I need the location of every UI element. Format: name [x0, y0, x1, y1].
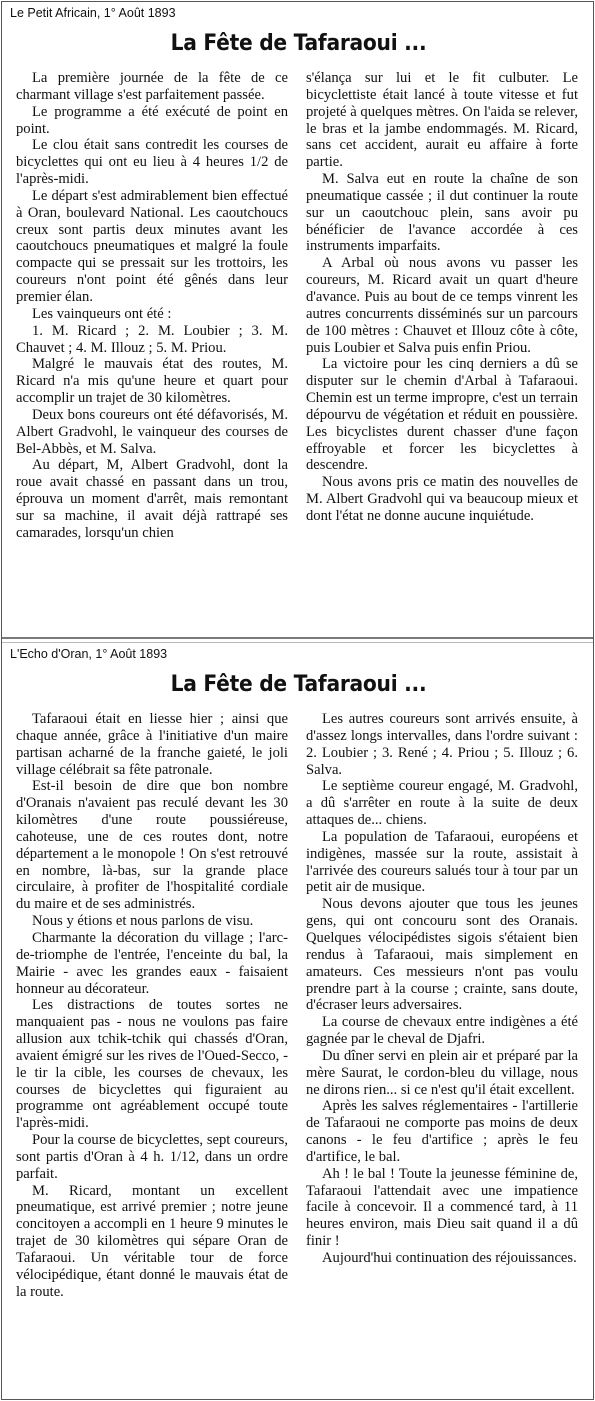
article-columns: [2, 711, 594, 1399]
paragraph: Au départ, M, Albert Gradvohl, dont la roue avait chassé en passant dans un trou, éprouva un moment d'arrêt, mais remontant sur sa machine, il avait déjà rattrapé ses camarades, lorsqu'un chien: [16, 457, 288, 541]
paragraph: Tafaraoui était en liesse hier ; ainsi que chaque année, grâce à l'initiative d'un maire partisan acharné de la franche gaieté, le joli village célébrait sa fête patronale.: [16, 711, 288, 778]
paragraph: 1. M. Ricard ; 2. M. Loubier ; 3. M. Chauvet ; 4. M. Illouz ; 5. M. Priou.: [16, 322, 288, 356]
newspaper-clipping-page: [1, 1, 594, 1400]
paragraph: Les autres coureurs sont arrivés ensuite, à d'assez longs intervalles, dans l'ordre suivant : 2. Loubier ; 3. René ; 4. Priou ; 5. Illouz ; 6. Salva.: [306, 711, 578, 778]
article-echo-doran: [2, 643, 594, 1400]
article-source: L'Echo d'Oran, 1° Août 1893: [10, 647, 168, 661]
paragraph: Nous devons ajouter que tous les jeunes gens, qui ont concouru sont des Oranais. Quelques vélocipédistes sigois s'étaient bien rendus à Tafaraoui, mais simplement en amateurs. Ces messieurs n'ont pas voulu prendre part à la course ; crainte, sans doute, d'écraser leurs adversaires.: [306, 896, 578, 1014]
paragraph: Le départ s'est admirablement bien effectué à Oran, boulevard National. Les caoutchoucs creux sont partis deux minutes avant les caoutchoucs pneumatiques et malgré la foule compacte qui se pressait sur les trottoirs, les coureurs n'ont point été gênés dans leur premier élan.: [16, 187, 288, 305]
paragraph: La population de Tafaraoui, européens et indigènes, massée sur la route, assistait à l'arrivée des coureurs salués tour à tour par un petit air de musique.: [306, 828, 578, 896]
paragraph: M. Salva eut en route la chaîne de son pneumatique cassée ; il dut continuer la route sur un caoutchouc plein, sans avoir pu bénéficier de l'avance accordée à ces instruments imparfaits.: [306, 171, 578, 255]
paragraph: Les distractions de toutes sortes ne manquaient pas - nous ne voulons pas faire allusion aux tchik-tchik qui chassés d'Oran, avaient émigré sur les rives de l'Oued-Secco, - le tir la cible, les courses de chevaux, les courses de bicyclettes qui figuraient au programme ont agréablement occupé toute l'après-midi.: [16, 997, 288, 1132]
paragraph: Le clou était sans contredit les courses de bicyclettes qui ont eu lieu à 4 heures 1/2 de l'après-midi.: [16, 137, 288, 188]
paragraph: Après les salves réglementaires - l'artillerie de Tafaraoui ne comporte pas moins de deux canons - le feu d'artifice ; après le feu d'artifice, le bal.: [306, 1098, 578, 1165]
article-columns: [2, 70, 594, 635]
paragraph: Deux bons coureurs ont été défavorisés, M. Albert Gradvohl, le vainqueur des courses de Bel-Abbès, et M. Salva.: [16, 406, 288, 457]
left-column: [16, 70, 288, 542]
paragraph: Nous avons pris ce matin des nouvelles de M. Albert Gradvohl qui va beaucoup mieux et dont l'état ne donne aucune inquiétude.: [306, 474, 578, 524]
paragraph: Pour la course de bicyclettes, sept coureurs, sont partis d'Oran à 4 h. 1/12, dans un ordre parfait.: [16, 1132, 288, 1182]
paragraph: A Arbal où nous avons vu passer les coureurs, M. Ricard avait un quart d'heure d'avance. Puis au bout de ce temps vinrent les autres concurrents disséminés sur un parcours de 100 mètres : Chauvet et Illouz côte à côte, puis Loubier et Salva puis enfin Priou.: [306, 255, 578, 356]
paragraph-continued: s'élança sur lui et le fit culbuter. Le bicyclettiste était lancé à toute vitesse et fut projeté à quelques mètres. On l'aida se relever, le bras et la jambe endommagés. M. Ricard, sans cet accident, aurait eu affaire à forte partie.: [306, 70, 578, 171]
paragraph: Les vainqueurs ont été :: [32, 305, 172, 322]
paragraph: Le programme a été exécuté de point en point.: [16, 103, 288, 137]
paragraph: Charmante la décoration du village ; l'arc-de-triomphe de l'entrée, l'enceinte du bal, la Mairie - avec les grandes eaux - faisaient honneur au décorateur.: [16, 929, 288, 997]
article-petit-africain: [2, 2, 594, 637]
paragraph: Le septième coureur engagé, M. Gradvohl, a dû s'arrêter en route à la suite de deux attaques de... chiens.: [306, 778, 578, 829]
article-title: La Fête de Tafaraoui ...: [170, 31, 427, 56]
paragraph: Aujourd'hui continuation des réjouissances.: [322, 1250, 577, 1266]
paragraph: M. Ricard, montant un excellent pneumatique, est arrivé premier ; notre jeune concitoyen a accompli en 1 heure 9 minutes le trajet de 30 kilomètres qui sépare Oran de Tafaraoui. Un véritable tour de force vélocipédique, étant donné le mauvais état de la route.: [16, 1182, 288, 1300]
right-column: [306, 70, 578, 525]
right-column: [306, 711, 578, 1267]
paragraph: La course de chevaux entre indigènes a été gagnée par le cheval de Djafri.: [306, 1014, 578, 1048]
paragraph: Nous y étions et nous parlons de visu.: [32, 913, 254, 930]
paragraph: La victoire pour les cinq derniers a dû se disputer sur le chemin d'Arbal à Tafaraoui. Chemin est un terme impropre, c'est un terrain dépourvu de végétation et réduit en poussière. Les bicyclistes durent chasser d'une façon effroyable et forcer les bicyclettes à descendre.: [306, 356, 578, 474]
article-title: La Fête de Tafaraoui ...: [170, 672, 427, 697]
paragraph: Est-il besoin de dire que bon nombre d'Oranais n'avaient pas reculé devant les 30 kilomètres d'une route poussiéreuse, cahoteuse, une de ces routes dont, notre département a le monopole ! On s'est retrouvé en nombre, là-bas, sur la grande place circulaire, à profiter de l'hospitalité cordiale du maire et de ses administrés.: [16, 778, 288, 913]
paragraph: Ah ! le bal ! Toute la jeunesse féminine de, Tafaraoui l'attendait avec une impatience facile à concevoir. Il a commencé tard, à 11 heures environ, mais Dieu sait quand il a dû finir !: [306, 1165, 578, 1250]
paragraph: Du dîner servi en plein air et préparé par la mère Saurat, le cordon-bleu du village, nous ne dirons rien... si ce n'est qu'il était excellent.: [306, 1047, 578, 1098]
left-column: [16, 711, 288, 1301]
paragraph: Malgré le mauvais état des routes, M. Ricard n'a mis qu'une heure et quart pour accomplir un trajet de 30 kilomètres.: [16, 356, 288, 407]
article-source: Le Petit Africain, 1° Août 1893: [10, 6, 176, 20]
paragraph: La première journée de la fête de ce charmant village s'est parfaitement passée.: [16, 70, 288, 103]
